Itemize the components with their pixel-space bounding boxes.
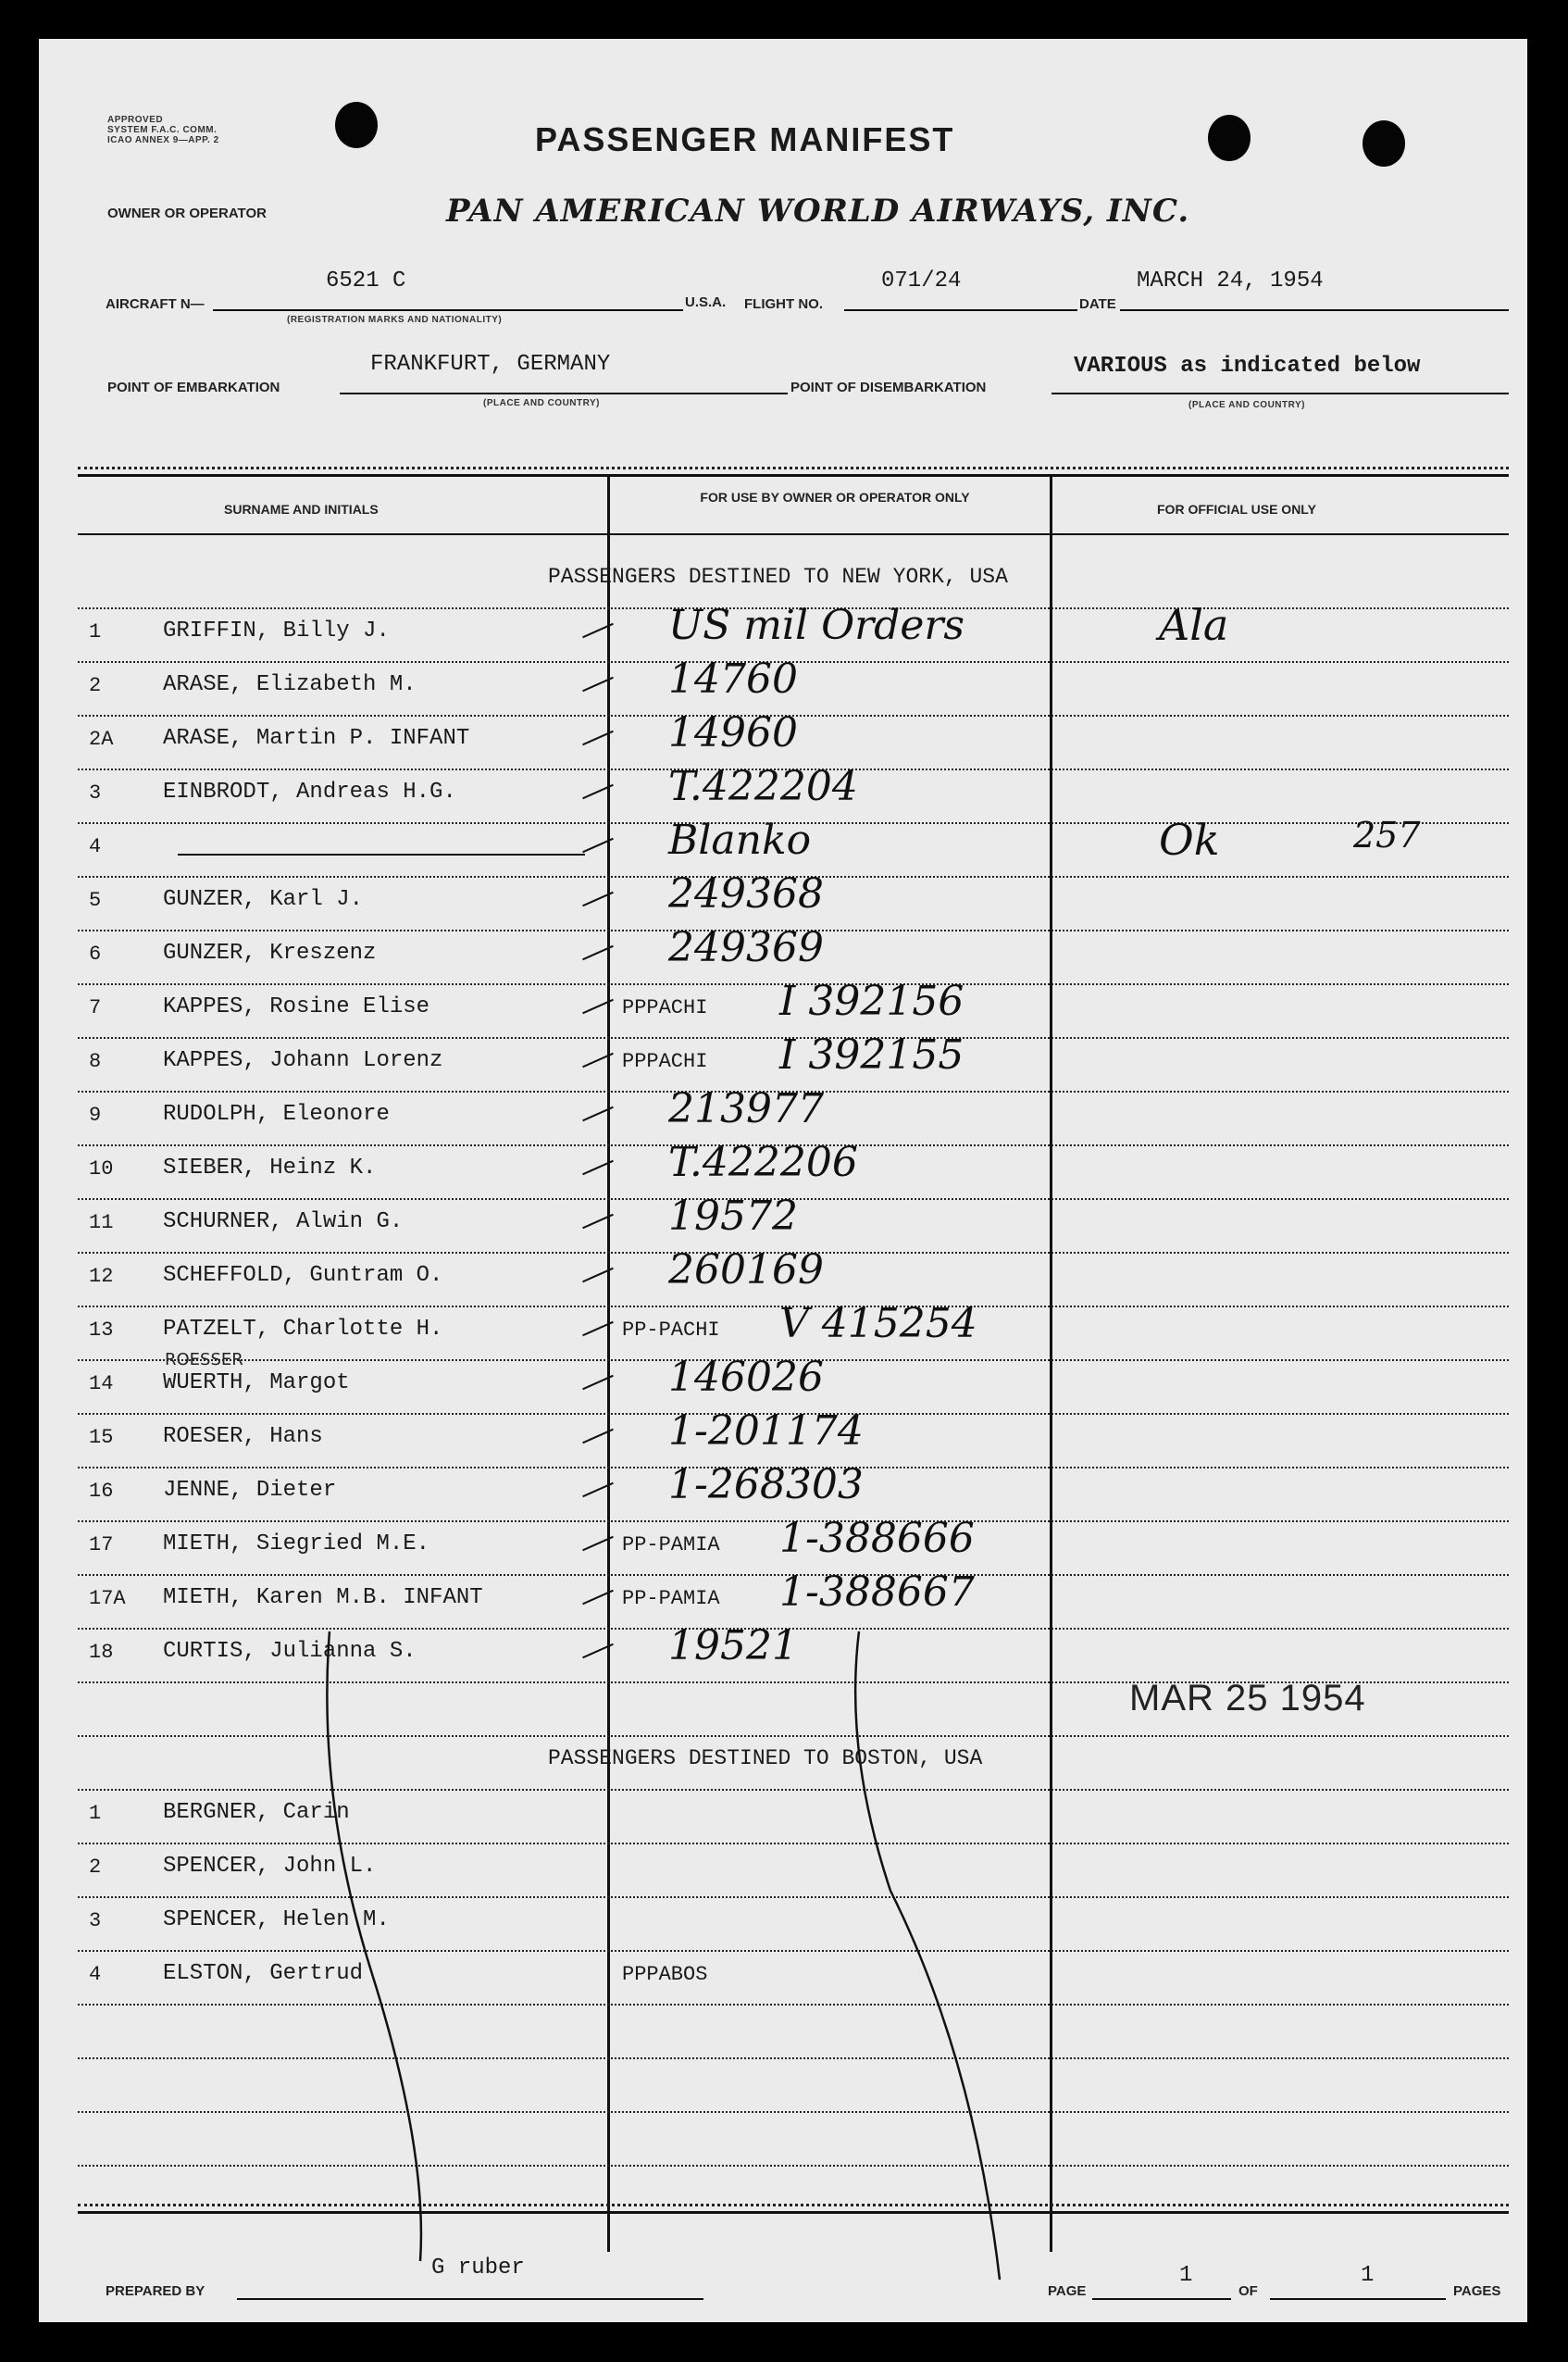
official-mark: Ok (1159, 815, 1220, 865)
passenger-name: EINBRODT, Andreas H.G. (163, 780, 456, 805)
row-number: 17 (89, 1533, 114, 1556)
passenger-name: GUNZER, Kreszenz (163, 941, 377, 966)
row-number: 6 (89, 943, 102, 966)
document-number: US mil Orders (668, 602, 964, 649)
document-number: 249368 (668, 870, 824, 918)
row-number: 14 (89, 1372, 114, 1395)
of-label: OF (1238, 2283, 1258, 2299)
page-title: PASSENGER MANIFEST (535, 120, 955, 158)
row-number: 8 (89, 1050, 102, 1073)
airline-name: PAN AMERICAN WORLD AIRWAYS, INC. (446, 193, 1190, 230)
passenger-name: CURTIS, Julianna S. (163, 1639, 417, 1664)
passenger-name: SCHURNER, Alwin G. (163, 1209, 404, 1234)
place-caption: (PLACE AND COUNTRY) (483, 398, 600, 408)
aircraft-label: AIRCRAFT N— (106, 296, 205, 312)
document-number: 1-388666 (779, 1515, 975, 1562)
owner-code: PPPACHI (622, 1050, 708, 1073)
flight-label: FLIGHT NO. (744, 296, 823, 312)
disembark-label: POINT OF DISEMBARKATION (790, 380, 987, 395)
section-heading: PASSENGERS DESTINED TO NEW YORK, USA (548, 565, 1008, 589)
embark-label: POINT OF EMBARKATION (107, 380, 280, 395)
official-number: 257 (1353, 815, 1421, 856)
passenger-name: ARASE, Martin P. INFANT (163, 726, 470, 751)
owner-code: PPPACHI (622, 996, 708, 1019)
row-number: 9 (89, 1104, 102, 1127)
row-number: 5 (89, 889, 102, 912)
document-number: T.422204 (668, 763, 858, 810)
document-number: 249369 (668, 924, 824, 971)
manifest-sheet (39, 39, 1527, 2322)
passenger-name: MIETH, Siegried M.E. (163, 1531, 430, 1556)
prepared-label: PREPARED BY (106, 2283, 205, 2299)
owner-code: PP-PAMIA (622, 1587, 720, 1610)
approval-line-2: SYSTEM F.A.C. COMM. (107, 125, 218, 135)
row-number: 3 (89, 781, 102, 805)
row-number: 3 (89, 1909, 102, 1932)
passenger-name: KAPPES, Johann Lorenz (163, 1048, 443, 1073)
column-header-owner: FOR USE BY OWNER OR OPERATOR ONLY (700, 490, 970, 505)
received-stamp: MAR 25 1954 (1129, 1678, 1366, 1718)
passenger-name: MIETH, Karen M.B. INFANT (163, 1585, 483, 1610)
section-heading: PASSENGERS DESTINED TO BOSTON, USA (548, 1746, 983, 1770)
name-correction: ROESSER (165, 1350, 243, 1369)
row-number: 13 (89, 1318, 114, 1342)
document-number: I 392156 (779, 978, 964, 1025)
row-number: 17A (89, 1587, 126, 1610)
passenger-name: SPENCER, John L. (163, 1854, 377, 1879)
document-number: 14960 (668, 709, 798, 756)
document-number: 146026 (668, 1354, 824, 1401)
document-number: V 415254 (779, 1300, 977, 1347)
passenger-name: BERGNER, Carin (163, 1800, 350, 1825)
prepared-value: G ruber (431, 2256, 525, 2281)
document-number: 213977 (668, 1085, 824, 1132)
owner-code: PPPABOS (622, 1963, 708, 1986)
passenger-name: GRIFFIN, Billy J. (163, 619, 390, 644)
row-number: 18 (89, 1641, 114, 1664)
row-number: 16 (89, 1480, 114, 1503)
date-value: MARCH 24, 1954 (1137, 269, 1324, 294)
owner-code: PP-PAMIA (622, 1533, 720, 1556)
row-number: 2 (89, 1856, 102, 1879)
row-number: 1 (89, 1802, 102, 1825)
passenger-name: SCHEFFOLD, Guntram O. (163, 1263, 443, 1288)
passenger-name: KAPPES, Rosine Elise (163, 994, 430, 1019)
passenger-name: ARASE, Elizabeth M. (163, 672, 417, 697)
approval-line-1: APPROVED (107, 115, 164, 125)
document-number: 19521 (668, 1622, 798, 1669)
disembark-value: VARIOUS as indicated below (1074, 354, 1421, 379)
document-number: Blanko (668, 817, 812, 864)
page-label: PAGE (1048, 2283, 1087, 2299)
row-number: 4 (89, 835, 102, 858)
row-number: 2A (89, 728, 114, 751)
column-header-official: FOR OFFICIAL USE ONLY (1157, 502, 1316, 517)
row-number: 1 (89, 620, 102, 644)
page-value: 1 (1179, 2263, 1193, 2288)
approval-line-3: ICAO ANNEX 9—APP. 2 (107, 135, 219, 145)
passenger-name: WUERTH, Margot (163, 1370, 350, 1395)
owner-code: PP-PACHI (622, 1318, 720, 1342)
registration-caption: (REGISTRATION MARKS AND NATIONALITY) (287, 315, 503, 325)
document-number: 14760 (668, 656, 798, 703)
passenger-name: JENNE, Dieter (163, 1478, 337, 1503)
passenger-name: SIEBER, Heinz K. (163, 1156, 377, 1181)
hand-drawn-lines (39, 39, 1527, 2322)
place-caption: (PLACE AND COUNTRY) (1188, 400, 1305, 410)
document-number: T.422206 (668, 1139, 858, 1186)
document-number: 260169 (668, 1246, 824, 1293)
official-mark: Ala (1159, 600, 1229, 650)
row-number: 12 (89, 1265, 114, 1288)
row-number: 10 (89, 1157, 114, 1181)
usa-label: U.S.A. (685, 294, 727, 310)
row-number: 15 (89, 1426, 114, 1449)
document-number: 1-388667 (779, 1568, 975, 1616)
embark-value: FRANKFURT, GERMANY (370, 352, 611, 377)
owner-label: OWNER OR OPERATOR (107, 206, 267, 221)
pages-label: PAGES (1453, 2283, 1501, 2299)
column-header-surname: SURNAME AND INITIALS (224, 502, 379, 517)
row-number: 4 (89, 1963, 102, 1986)
document-number: I 392155 (779, 1031, 964, 1079)
date-label: DATE (1079, 296, 1116, 312)
row-number: 11 (89, 1211, 114, 1234)
row-number: 2 (89, 674, 102, 697)
aircraft-value: 6521 C (326, 269, 406, 294)
row-number: 7 (89, 996, 102, 1019)
passenger-name: ROESER, Hans (163, 1424, 323, 1449)
passenger-name: GUNZER, Karl J. (163, 887, 364, 912)
passenger-name: ELSTON, Gertrud (163, 1961, 364, 1986)
document-number: 1-201174 (668, 1407, 864, 1455)
passenger-name: RUDOLPH, Eleonore (163, 1102, 390, 1127)
of-value: 1 (1361, 2263, 1375, 2288)
document-number: 19572 (668, 1193, 798, 1240)
passenger-name: SPENCER, Helen M. (163, 1907, 390, 1932)
flight-value: 071/24 (881, 269, 962, 294)
document-number: 1-268303 (668, 1461, 864, 1508)
passenger-name: PATZELT, Charlotte H. (163, 1317, 443, 1342)
